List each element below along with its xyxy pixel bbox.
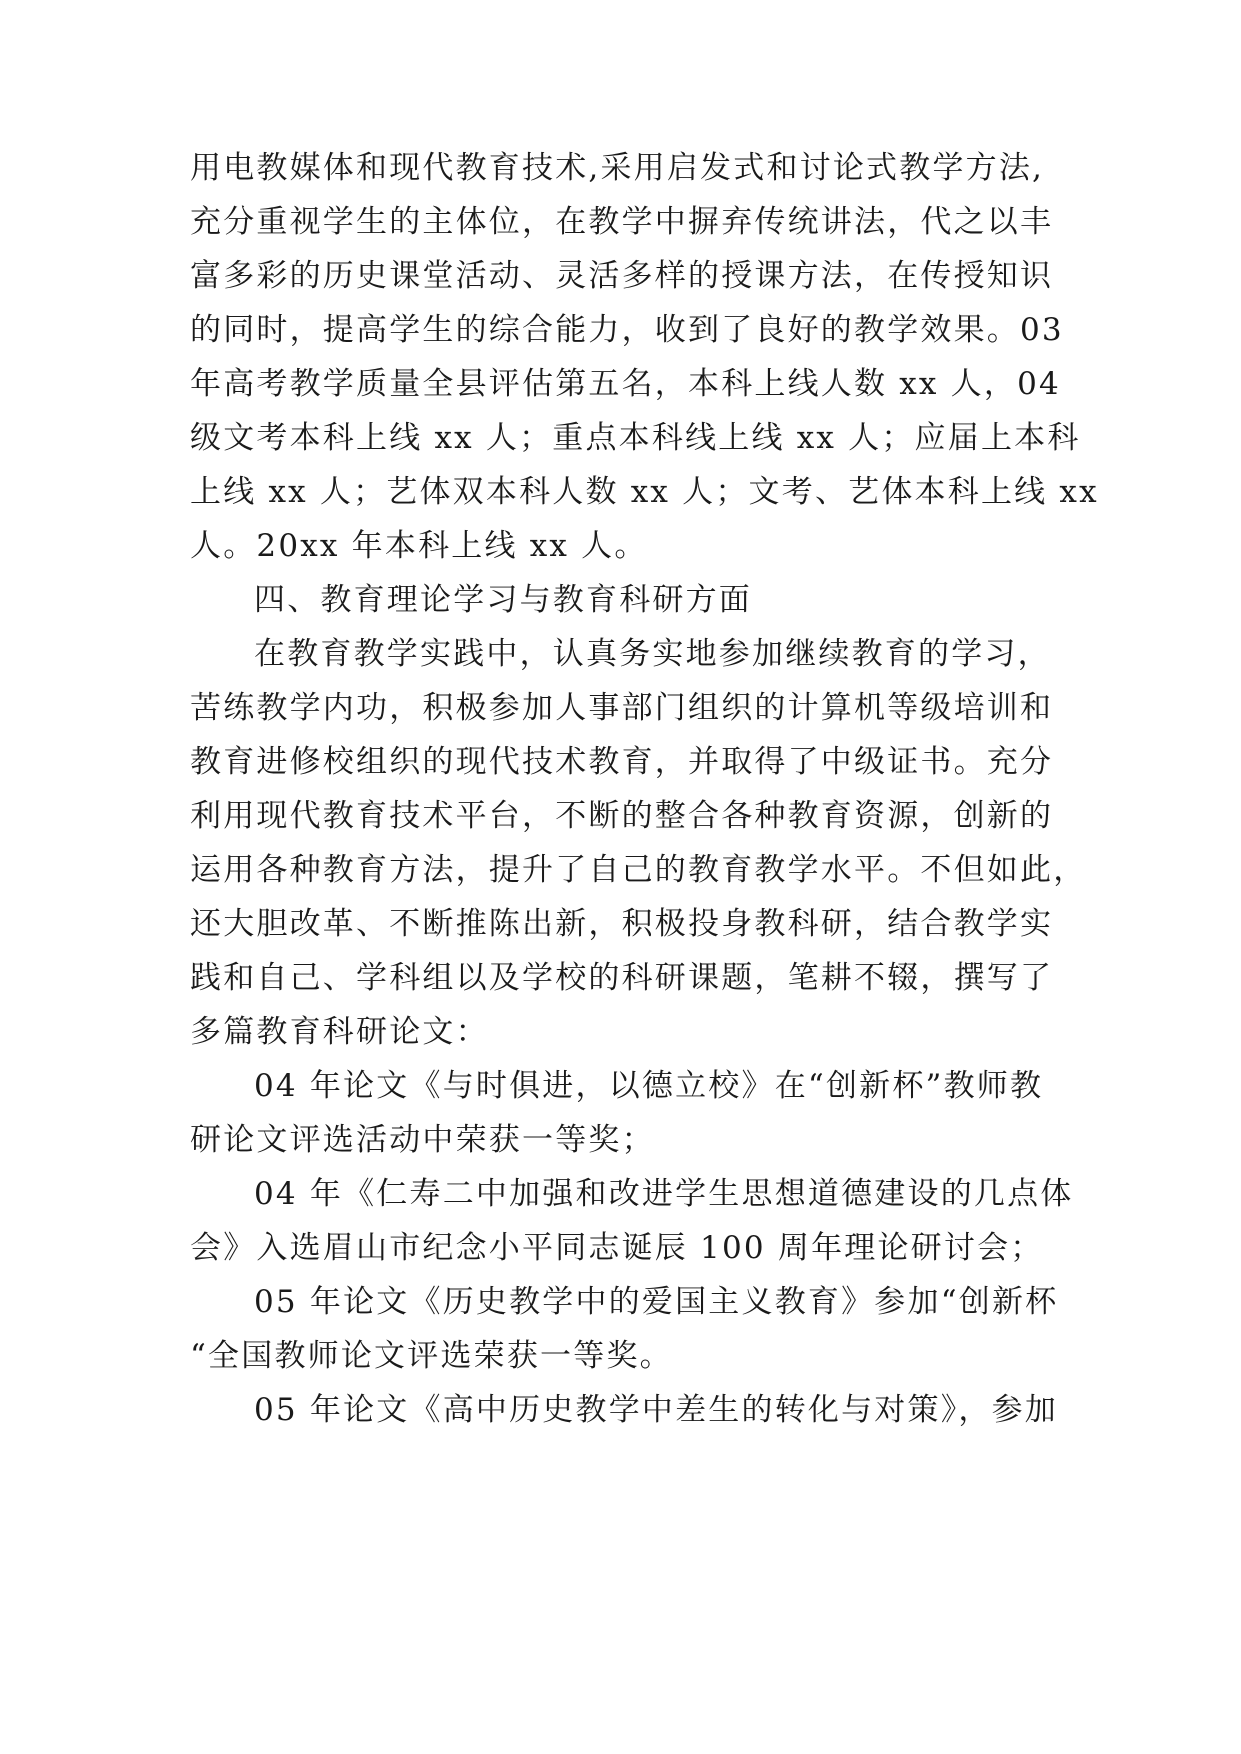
body-text-line: 的同时，提高学生的综合能力，收到了良好的教学效果。03 [190, 312, 1064, 348]
body-text-line: 级文考本科上线 xx 人；重点本科线上线 xx 人；应届上本科 [190, 420, 1081, 456]
body-text-line: 会》入选眉山市纪念小平同志诞辰 100 周年理论研讨会； [190, 1230, 1044, 1266]
paper-list-item: 05 年论文《历史教学中的爱国主义教育》参加“创新杯 [254, 1284, 1059, 1320]
body-text-line: 上线 xx 人；艺体双本科人数 xx 人；文考、艺体本科上线 xx [190, 474, 1099, 510]
body-text-line: 研论文评选活动中荣获一等奖； [190, 1122, 655, 1158]
body-text-line: 用电教媒体和现代教育技术,采用启发式和讨论式教学方法, [190, 150, 1045, 186]
body-text-line: 人。20xx 年本科上线 xx 人。 [190, 528, 648, 564]
paper-list-item: 05 年论文《高中历史教学中差生的转化与对策》，参加 [254, 1392, 1058, 1428]
body-text-line: “全国教师论文评选荣获一等奖。 [190, 1338, 673, 1374]
body-text-line: 利用现代教育技术平台，不断的整合各种教育资源，创新的 [190, 798, 1054, 834]
paper-list-item: 04 年《仁寿二中加强和改进学生思想道德建设的几点体 [254, 1176, 1074, 1212]
body-text-line: 充分重视学生的主体位，在教学中摒弃传统讲法，代之以丰 [190, 204, 1054, 240]
body-text-line: 还大胆改革、不断推陈出新，积极投身教科研，结合教学实 [190, 906, 1054, 942]
body-text-line: 富多彩的历史课堂活动、灵活多样的授课方法，在传授知识 [190, 258, 1054, 294]
body-text-line: 践和自己、学科组以及学校的科研课题，笔耕不辍，撰写了 [190, 960, 1054, 996]
body-text-line: 多篇教育科研论文： [190, 1014, 489, 1050]
body-text-line: 年高考教学质量全县评估第五名，本科上线人数 xx 人，04 [190, 366, 1061, 402]
body-text-line: 运用各种教育方法，提升了自己的教育教学水平。不但如此， [190, 852, 1087, 888]
body-text-line: 在教育教学实践中，认真务实地参加继续教育的学习， [254, 636, 1051, 672]
section-heading: 四、教育理论学习与教育科研方面 [254, 582, 752, 618]
paper-list-item: 04 年论文《与时俱进，以德立校》在“创新杯”教师教 [254, 1068, 1044, 1104]
body-text-line: 教育进修校组织的现代技术教育，并取得了中级证书。充分 [190, 744, 1054, 780]
body-text-line: 苦练教学内功，积极参加人事部门组织的计算机等级培训和 [190, 690, 1054, 726]
